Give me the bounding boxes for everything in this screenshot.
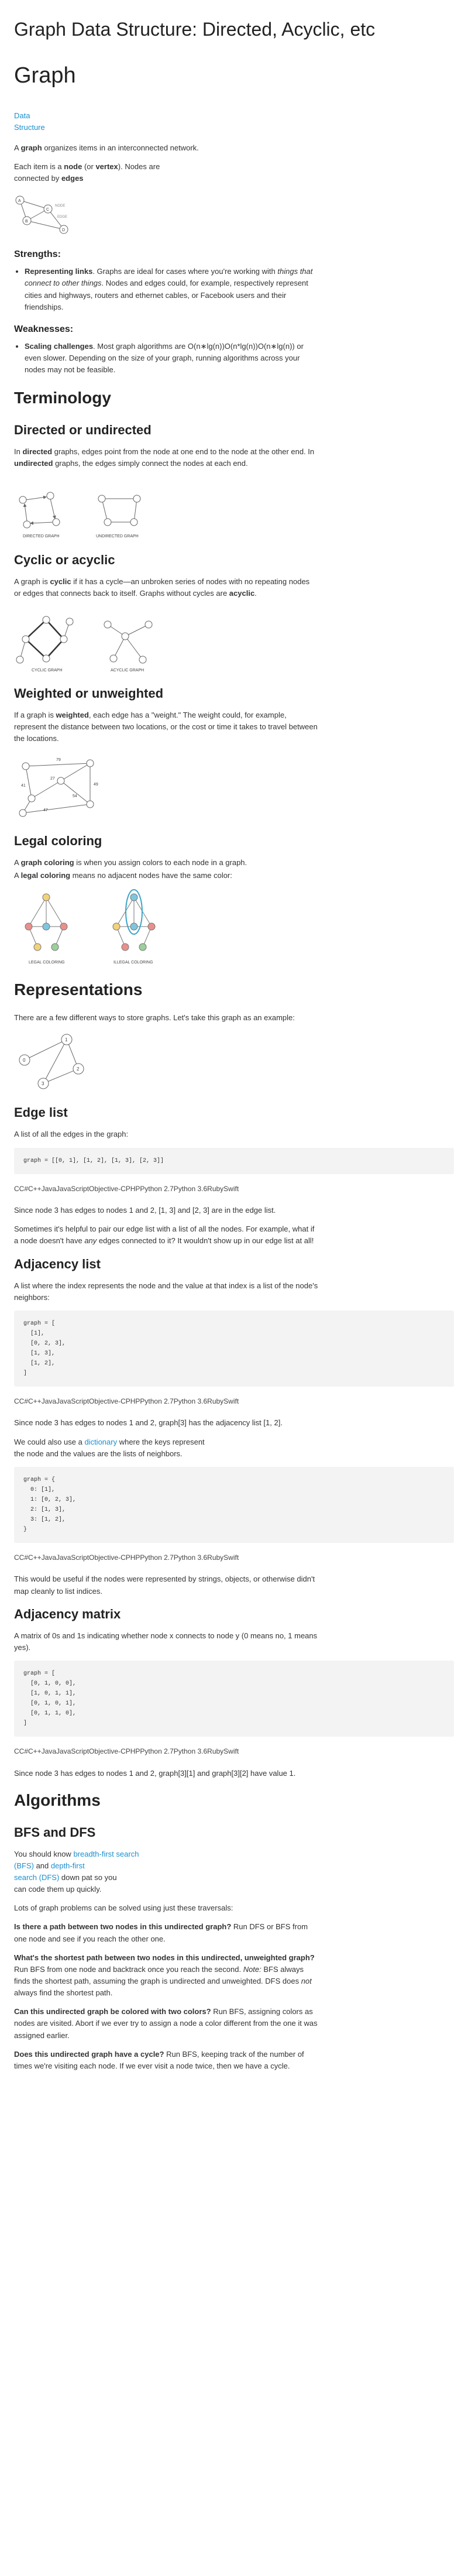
edge-weight-label: 47: [43, 808, 48, 812]
adjacency-list-explanation: Since node 3 has edges to nodes 1 and 2, graph[3] has the adjacency list [1, 2].: [14, 1418, 283, 1428]
cyclic-caption: CYCLIC GRAPH: [32, 668, 63, 673]
intro-paragraph-nodes: Each item is a node (or vertex). Nodes are connected by edges: [14, 162, 160, 183]
language-selector[interactable]: CC#C++JavaJavaScriptObjective-CPHPPython 2.7Python 3.6RubySwift: [14, 1397, 239, 1405]
language-selector[interactable]: CC#C++JavaJavaScriptObjective-CPHPPython 2.7Python 3.6RubySwift: [14, 1553, 239, 1562]
representations-intro: There are a few different ways to store graphs. Let's take this graph as an example:: [14, 1013, 295, 1023]
illegal-coloring-caption: ILLEGAL COLORING: [113, 961, 153, 965]
weaknesses-list: [14, 341, 318, 376]
bfs-dfs-heading: BFS and DFS: [14, 1824, 96, 1840]
coloring-paragraph: A graph coloring is when you assign colors to each node in a graph.: [14, 857, 247, 867]
page-title: Graph: [14, 63, 76, 88]
question-shortest-path: What's the shortest path between two nodes in this undirected, unweighted graph? Run BFS from one node and backtrack once you reach the second. Note: BFS always finds the shortest path, assuming the graph is undirected and unweighted. DFS does not always find the shortest path.: [14, 1953, 315, 1998]
example-graph-figure: [14, 1031, 96, 1092]
edge-list-paragraph: A list of all the edges in the graph:: [14, 1130, 129, 1139]
bfs-link-abbr[interactable]: (BFS): [14, 1861, 34, 1870]
language-selector[interactable]: CC#C++JavaJavaScriptObjective-CPHPPython 2.7Python 3.6RubySwift: [14, 1747, 239, 1756]
list-item: • Scaling challenges. Most graph algorithms are O(n∗lg(n))O(n*lg(n))O(n∗lg(n)) or even slower. Depending on the size of your graph, running algorithms across your nodes may not be feasible.: [25, 341, 318, 376]
adjacency-matrix-heading: Adjacency matrix: [14, 1606, 121, 1621]
bfs-link[interactable]: breadth-first search: [73, 1849, 139, 1858]
edge-list-heading: Edge list: [14, 1105, 68, 1120]
adjacency-matrix-explanation: Since node 3 has edges to nodes 1 and 2, graph[3][1] and graph[3][2] have value 1.: [14, 1768, 296, 1778]
undirected-caption: UNDIRECTED GRAPH: [96, 534, 139, 539]
node-label-b: B: [25, 219, 28, 224]
representations-heading: Representations: [14, 980, 143, 999]
weighted-heading: Weighted or unweighted: [14, 685, 164, 701]
cyclic-paragraph: A graph is cyclic if it has a cycle—an unbroken series of nodes with no repeating nodes or edges that connects back to itself. Graphs without cycles are acyclic.: [14, 577, 310, 598]
adjacency-list-code[interactable]: graph = [ [1], [0, 2, 3], [1, 3], [1, 2], ]: [14, 1311, 454, 1387]
dfs-link[interactable]: depth-first: [50, 1861, 85, 1870]
language-selector[interactable]: CC#C++JavaJavaScriptObjective-CPHPPython 2.7Python 3.6RubySwift: [14, 1184, 239, 1193]
weighted-paragraph: If a graph is weighted, each edge has a "weight." The weight could, for example, represent the distance between two locations, or the cost or time it takes to travel between the locations.: [14, 710, 318, 743]
node-label: 3: [42, 1081, 44, 1087]
edge-list-note: Sometimes it's helpful to pair our edge list with a list of all the nodes. For example, what if a node doesn't have any edges connected to it? It wouldn't show up in our edge list at all!: [14, 1224, 315, 1246]
adjacency-list-heading: Adjacency list: [14, 1256, 101, 1271]
directed-paragraph: In directed graphs, edges point from the node at one end to the node at the other end. In undirected graphs, the edges simply connect the nodes at each end.: [14, 447, 315, 468]
node-label-a: A: [18, 199, 21, 204]
strengths-heading: Strengths:: [14, 249, 61, 260]
breadcrumb: [14, 110, 454, 133]
node-label-c: C: [46, 208, 50, 212]
list-item: • Representing links. Graphs are ideal for cases where you're working with things that connect to other things. Nodes and edges could, for example, respectively represent cities and highways, routers and ethernet cables, or Facebook users and their friendships.: [25, 266, 318, 313]
edge-annotation: EDGE: [57, 215, 68, 219]
adjacency-matrix-code[interactable]: graph = [ [0, 1, 0, 0], [1, 0, 1, 1], [0, 1, 0, 1], [0, 1, 1, 0], ]: [14, 1661, 454, 1737]
dfs-link-abbr[interactable]: search (DFS): [14, 1873, 60, 1882]
intro-paragraph: A graph organizes items in an interconnected network.: [14, 143, 199, 152]
weighted-graph-figure: [14, 752, 131, 822]
adjacency-matrix-paragraph: A matrix of 0s and 1s indicating whether node x connects to node y (0 means no, 1 means yes).: [14, 1631, 318, 1652]
edge-weight-label: 41: [21, 783, 26, 788]
intro-graph-figure: [14, 191, 96, 238]
legal-coloring-paragraph: A legal coloring means no adjacent nodes have the same color:: [14, 871, 232, 880]
breadcrumb-link-structure[interactable]: Structure: [14, 122, 45, 132]
legal-coloring-caption: LEGAL COLORING: [29, 961, 65, 965]
directed-undirected-figure: [14, 476, 154, 541]
adjacency-dict-code[interactable]: graph = { 0: [1], 1: [0, 2, 3], 2: [1, 3], 3: [1, 2], }: [14, 1467, 454, 1543]
adjacency-dict-note: This would be useful if the nodes were represented by strings, objects, or otherwise didn't map cleanly to list indices.: [14, 1575, 315, 1596]
algorithms-heading: Algorithms: [14, 1790, 101, 1809]
directed-heading: Directed or undirected: [14, 423, 152, 437]
node-label: 1: [65, 1037, 68, 1043]
edge-weight-label: 49: [94, 782, 98, 787]
bfs-dfs-paragraph: Lots of graph problems can be solved using just these traversals:: [14, 1903, 233, 1913]
strengths-list: [14, 266, 318, 313]
acyclic-caption: ACYCLIC GRAPH: [111, 668, 144, 673]
node-label: 2: [77, 1066, 80, 1072]
question-cycle: Does this undirected graph have a cycle? Run BFS, keeping track of the number of times we're visiting each node. If we ever visit a node twice, then we have a cycle.: [14, 2049, 304, 2070]
dictionary-link[interactable]: dictionary: [84, 1437, 118, 1446]
coloring-figure: [14, 889, 190, 968]
edge-list-code[interactable]: graph = [[0, 1], [1, 2], [1, 3], [2, 3]]: [14, 1148, 454, 1174]
edge-list-explanation: Since node 3 has edges to nodes 1 and 2, [1, 3] and [2, 3] are in the edge list.: [14, 1206, 276, 1215]
breadcrumb-link-data[interactable]: Data: [14, 111, 30, 120]
cyclic-acyclic-figure: [14, 607, 166, 674]
coloring-heading: Legal coloring: [14, 833, 102, 848]
weaknesses-heading: Weaknesses:: [14, 324, 74, 334]
node-label-d: D: [62, 228, 66, 233]
edge-weight-label: 79: [56, 757, 61, 762]
node-label: 0: [23, 1058, 26, 1064]
question-two-coloring: Can this undirected graph be colored with two colors? Run BFS, assigning colors as nodes are visited. Abort if we ever try to assign a node a color different from the one it was assigned earlier.: [14, 2007, 318, 2040]
adjacency-dictionary-paragraph: We could also use a dictionary where the keys represent the node and the values are the lists of neighbors.: [14, 1437, 205, 1458]
document-title: Graph Data Structure: Directed, Acyclic, etc: [14, 19, 376, 40]
edge-weight-label: 54: [73, 794, 77, 798]
edge-weight-label: 27: [50, 776, 55, 781]
terminology-heading: Terminology: [14, 389, 111, 407]
cyclic-heading: Cyclic or acyclic: [14, 553, 115, 568]
bfs-dfs-intro: You should know breadth-first search (BFS) and depth-first search (DFS) down pat so you can code them up quickly.: [14, 1849, 139, 1894]
directed-caption: DIRECTED GRAPH: [23, 534, 60, 539]
adjacency-list-paragraph: A list where the index represents the node and the value at that index is a list of the node's neighbors:: [14, 1281, 318, 1302]
node-annotation: NODE: [55, 204, 66, 208]
question-path: Is there a path between two nodes in this undirected graph? Run DFS or BFS from one node and see if you reach the other one.: [14, 1922, 308, 1943]
